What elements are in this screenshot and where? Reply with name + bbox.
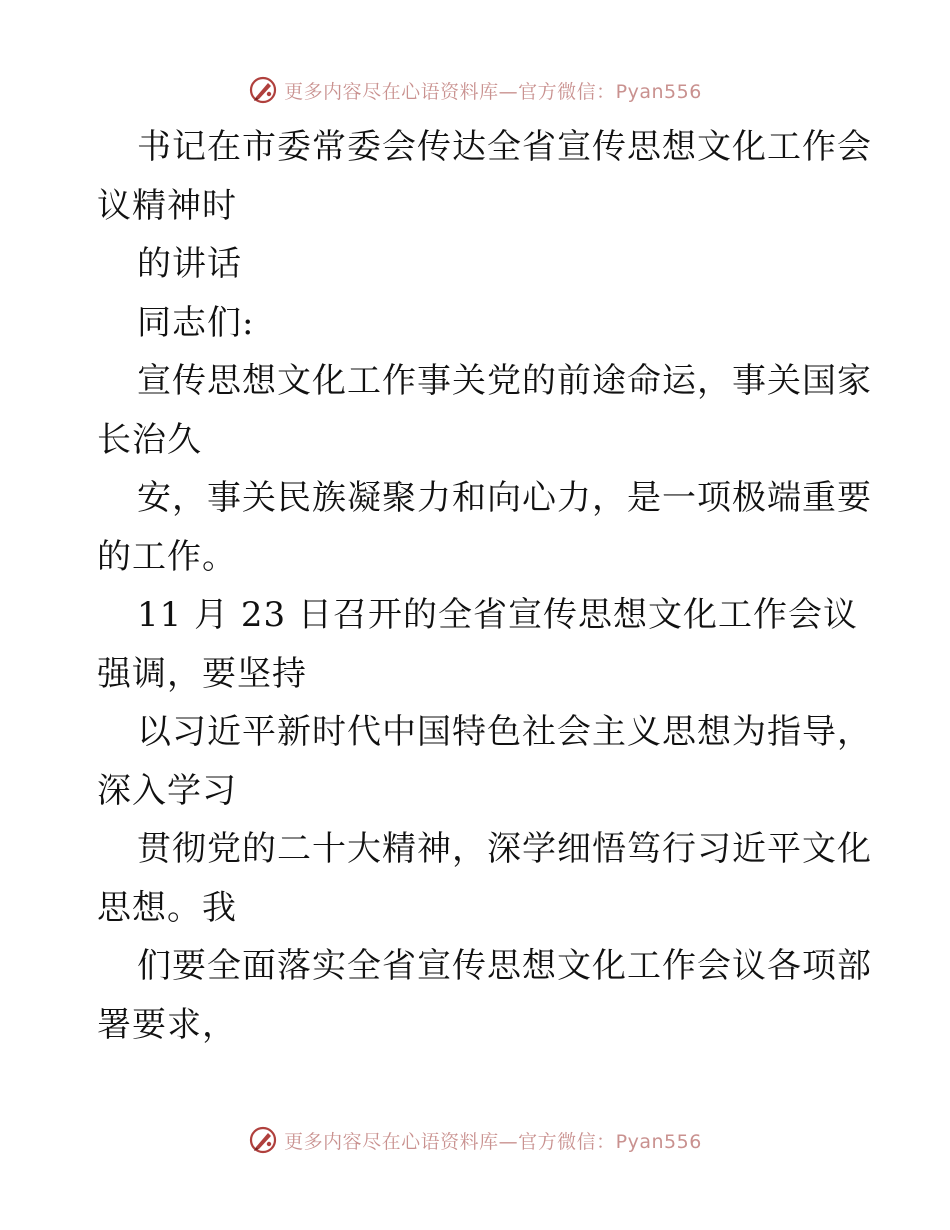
salutation-line: 同志们: xyxy=(137,302,255,343)
paragraph-line: 以习近平新时代中国特色社会主义思想为指导， xyxy=(137,712,872,752)
paragraph-line: 贯彻党的二十大精神，深学细悟笃行习近平文化 xyxy=(137,829,872,869)
paragraph-line: 深入学习 xyxy=(97,770,237,811)
paragraph-line: 11 月 23 日召开的全省宣传思想文化工作会议 xyxy=(137,595,858,635)
paragraph-line: 议精神时 xyxy=(97,185,237,226)
watermark-text: 更多内容尽在心语资料库—官方微信：Pyan556 xyxy=(284,80,702,103)
paragraph-line: 安，事关民族凝聚力和向心力，是一项极端重要 xyxy=(137,478,872,518)
watermark-text: 更多内容尽在心语资料库—官方微信：Pyan556 xyxy=(284,1130,702,1153)
paragraph-line: 书记在市委常委会传达全省宣传思想文化工作会 xyxy=(137,127,872,167)
paragraph-line: 宣传思想文化工作事关党的前途命运，事关国家 xyxy=(137,361,872,401)
paragraph-line: 的讲话 xyxy=(137,244,242,284)
paragraph-line: 强调，要坚持 xyxy=(97,653,307,694)
pen-logo-icon xyxy=(248,1125,278,1155)
document-body xyxy=(97,118,872,1054)
paragraph-line: 署要求， xyxy=(97,1004,237,1045)
paragraph-line: 的工作。 xyxy=(97,536,237,577)
paragraph-line: 长治久 xyxy=(97,419,202,460)
footer-watermark xyxy=(0,1120,950,1160)
paragraph-line: 思想。我 xyxy=(97,887,237,928)
header-watermark xyxy=(0,70,950,110)
pen-logo-icon xyxy=(248,75,278,105)
paragraph-line: 们要全面落实全省宣传思想文化工作会议各项部 xyxy=(137,946,872,986)
